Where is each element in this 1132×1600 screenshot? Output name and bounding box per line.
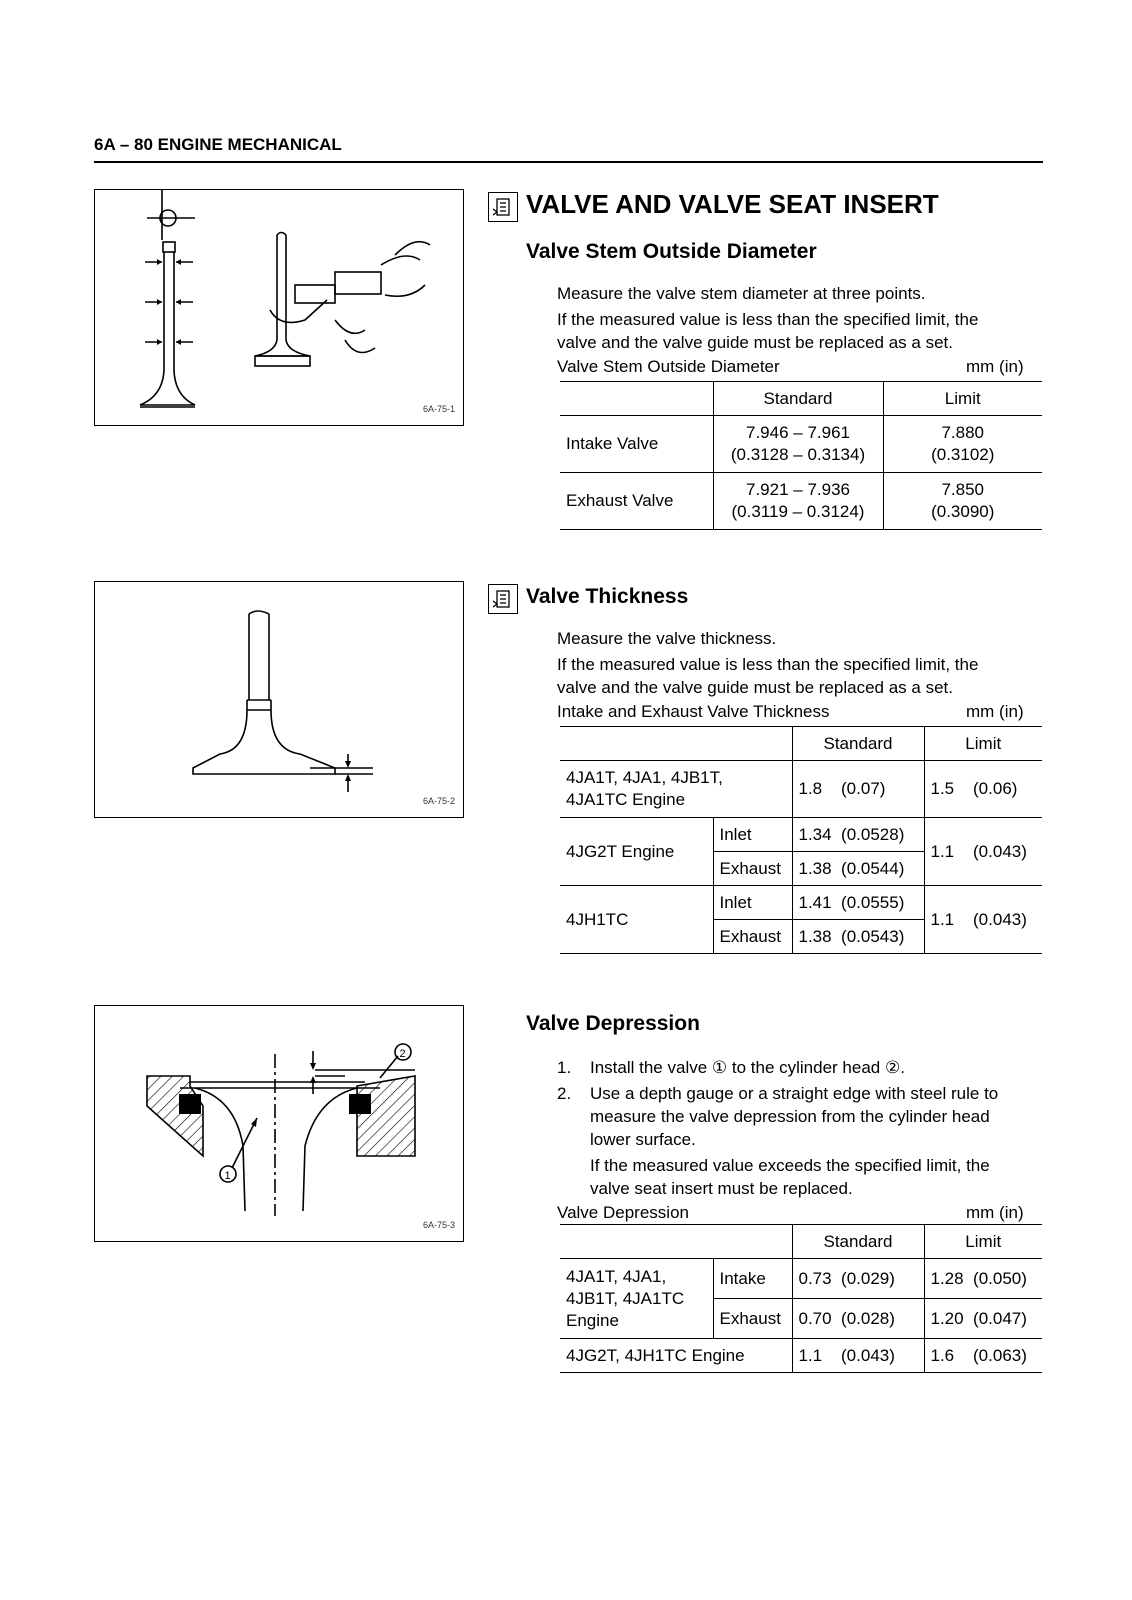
stem-para-2b: valve and the valve guide must be replaced as a set. <box>557 333 953 352</box>
std-value: 7.921 – 7.936 <box>746 480 850 499</box>
valve-thickness-drawing <box>95 582 463 817</box>
depression-table-unit: mm (in) <box>966 1203 1024 1222</box>
step-2-text: Use a depth gauge or a straight edge with steel rule to <box>590 1084 999 1103</box>
row-label: Exhaust Valve <box>560 473 713 530</box>
figure-valve-depression <box>94 1005 464 1242</box>
thickness-para-1: Measure the valve thickness. <box>557 629 777 648</box>
row-label: 4JA1TC Engine <box>566 790 686 809</box>
std-value-in: (0.3119 – 0.3124) <box>731 502 865 521</box>
col-standard: Standard <box>792 1225 924 1259</box>
table-row <box>560 886 1042 920</box>
limit-value: 1.1 (0.043) <box>924 886 1042 954</box>
table-header-row <box>560 727 1042 761</box>
row-label: 4JA1T, 4JA1, 4JB1T, <box>566 768 723 787</box>
page-header: 6A – 80 ENGINE MECHANICAL <box>94 135 342 154</box>
inspect-icon <box>488 584 518 614</box>
thickness-para-2a: If the measured value is less than the specified limit, the <box>557 655 979 674</box>
table-row <box>560 818 1042 852</box>
row-label: Intake Valve <box>560 416 713 473</box>
col-standard: Standard <box>713 382 883 416</box>
table-row <box>560 1339 1042 1373</box>
stem-heading: Valve Stem Outside Diameter <box>526 240 817 263</box>
figure-id: 6A-75-2 <box>423 796 456 806</box>
row-label: 4JG2T Engine <box>560 818 713 886</box>
callout-1-label: 1 <box>224 1170 231 1182</box>
callout-2-label: 2 <box>399 1048 406 1060</box>
sub-label: Exhaust <box>713 852 792 886</box>
thickness-table-unit: mm (in) <box>966 702 1024 721</box>
limit-value-in: (0.3090) <box>931 502 995 521</box>
step-1-text: Install the valve ① to the cylinder head ②. <box>590 1058 905 1077</box>
table-header-row <box>560 382 1042 416</box>
inspect-icon <box>488 192 518 222</box>
thickness-table-caption: Intake and Exhaust Valve Thickness <box>557 702 830 721</box>
stem-table-caption: Valve Stem Outside Diameter <box>557 357 780 376</box>
col-limit: Limit <box>924 1225 1042 1259</box>
limit-value: 1.5 (0.06) <box>924 761 1042 818</box>
step-2-note: valve seat insert must be replaced. <box>590 1179 853 1198</box>
step-2-note: If the measured value exceeds the specified limit, the <box>590 1156 990 1175</box>
step-2-number: 2. <box>557 1084 572 1103</box>
col-standard: Standard <box>792 727 924 761</box>
row-label: 4JA1T, 4JA1, <box>566 1266 667 1286</box>
limit-value-in: (0.3102) <box>931 445 995 464</box>
std-value: 1.38 (0.0543) <box>792 920 924 954</box>
row-label: 4JH1TC <box>560 886 713 954</box>
stem-table <box>560 381 1042 530</box>
depression-table <box>560 1224 1042 1373</box>
table-row <box>560 761 1042 818</box>
std-value: 1.1 (0.043) <box>792 1339 924 1373</box>
stem-para-2a: If the measured value is less than the specified limit, the <box>557 310 979 329</box>
table-row <box>560 1259 1042 1299</box>
sub-label: Exhaust <box>713 920 792 954</box>
row-label: Engine <box>566 1310 619 1330</box>
depression-heading: Valve Depression <box>526 1012 700 1035</box>
limit-value: 1.1 (0.043) <box>924 818 1042 886</box>
std-value: 7.946 – 7.961 <box>746 423 850 442</box>
limit-value: 1.28 (0.050) <box>924 1259 1042 1299</box>
table-row <box>560 473 1042 530</box>
limit-value: 7.850 <box>941 480 985 499</box>
limit-value: 1.20 (0.047) <box>924 1299 1042 1339</box>
thickness-table <box>560 726 1042 954</box>
row-label: 4JB1T, 4JA1TC <box>566 1288 685 1308</box>
figure-id: 6A-75-3 <box>423 1220 456 1230</box>
section-title: VALVE AND VALVE SEAT INSERT <box>526 189 939 219</box>
table-header-row <box>560 1225 1042 1259</box>
stem-table-unit: mm (in) <box>966 357 1024 376</box>
depression-table-caption: Valve Depression <box>557 1203 689 1222</box>
col-limit: Limit <box>924 727 1042 761</box>
header-rule <box>94 161 1043 163</box>
sub-label: Inlet <box>713 818 792 852</box>
std-value-in: (0.3128 – 0.3134) <box>730 445 866 464</box>
step-1-number: 1. <box>557 1058 572 1077</box>
limit-value: 7.880 <box>941 423 985 442</box>
figure-valve-thickness <box>94 581 464 818</box>
thickness-heading: Valve Thickness <box>526 585 689 608</box>
valve-depression-drawing <box>95 1006 463 1241</box>
table-row <box>560 416 1042 473</box>
figure-id: 6A-75-1 <box>423 404 456 414</box>
step-2-text: measure the valve depression from the cylinder head <box>590 1107 990 1126</box>
std-value: 1.41 (0.0555) <box>792 886 924 920</box>
figure-valve-stem-measurement <box>94 189 464 426</box>
col-limit: Limit <box>883 382 1042 416</box>
row-label: 4JG2T, 4JH1TC Engine <box>560 1339 792 1373</box>
std-value: 1.8 (0.07) <box>792 761 924 818</box>
sub-label: Exhaust <box>713 1299 792 1339</box>
limit-value: 1.6 (0.063) <box>924 1339 1042 1373</box>
std-value: 1.34 (0.0528) <box>792 818 924 852</box>
thickness-para-2b: valve and the valve guide must be replaced as a set. <box>557 678 953 697</box>
valve-stem-drawing <box>95 190 463 425</box>
sub-label: Inlet <box>713 886 792 920</box>
stem-para-1: Measure the valve stem diameter at three points. <box>557 284 926 303</box>
step-2-text: lower surface. <box>590 1130 696 1149</box>
sub-label: Intake <box>713 1259 792 1299</box>
std-value: 0.73 (0.029) <box>792 1259 924 1299</box>
std-value: 1.38 (0.0544) <box>792 852 924 886</box>
std-value: 0.70 (0.028) <box>792 1299 924 1339</box>
